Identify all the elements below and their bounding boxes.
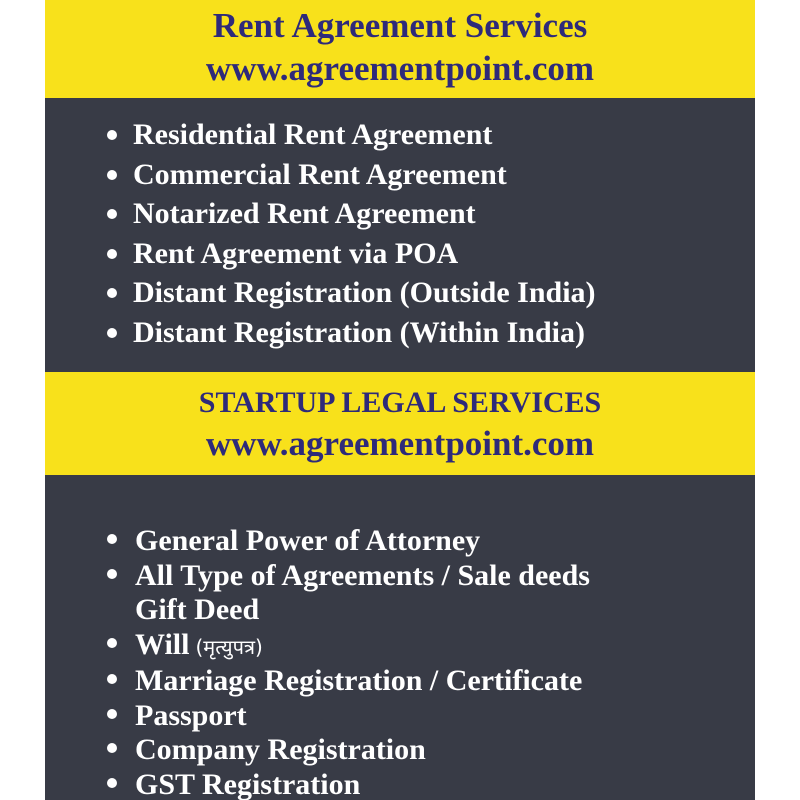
startup-services-header [45,372,755,475]
list-item-label: Company Registration [135,733,426,766]
rent-services-title: Rent Agreement Services [212,6,588,45]
list-item-label: Will [135,627,190,661]
rent-services-panel [45,98,755,372]
list-item-label: Commercial Rent Agreement [133,157,507,191]
list-item-label: Marriage Registration / Certificate [135,664,583,697]
list-item [45,524,755,559]
rent-services-header [45,0,755,98]
rent-services-list [45,115,755,352]
startup-services-website: www.agreementpoint.com [205,423,595,463]
list-item [45,699,755,734]
startup-services-panel [45,475,755,800]
bullet-icon [107,778,117,788]
list-item-note: (मृत्युपत्र) [195,634,263,659]
list-item [45,273,755,313]
list-item-label: Passport [135,698,247,732]
bullet-icon [107,638,117,648]
bullet-icon [107,209,117,219]
list-item-label: All Type of Agreements / Sale deeds [135,558,590,592]
list-item-label: Distant Registration (Within India) [133,315,585,349]
startup-services-list [45,524,755,800]
list-item-label: GST Registration [135,767,361,800]
list-item-label: Notarized Rent Agreement [133,197,476,230]
bullet-icon [107,249,117,259]
bullet-icon [107,328,117,338]
list-item [45,664,755,699]
flyer [45,0,755,800]
bullet-icon [107,674,117,684]
list-item [45,115,755,155]
list-item-label: General Power of Attorney [135,524,481,557]
bullet-icon [107,288,117,298]
list-item-label: Residential Rent Agreement [133,118,493,151]
list-item-label: Distant Registration (Outside India) [133,276,596,309]
bullet-icon [107,534,117,544]
list-item [45,733,755,768]
list-item [45,559,755,628]
bullet-icon [107,130,117,140]
list-item [45,313,755,353]
list-item-label: Rent Agreement via POA [133,236,459,270]
list-item [45,628,755,665]
bullet-icon [107,709,117,719]
list-item-continuation: Gift Deed [135,593,260,626]
bullet-icon [107,170,117,180]
rent-services-website: www.agreementpoint.com [205,49,595,88]
startup-services-title: STARTUP LEGAL SERVICES [198,385,602,419]
bullet-icon [107,569,117,579]
list-item [45,194,755,234]
list-item [45,234,755,274]
bullet-icon [107,743,117,753]
list-item [45,155,755,195]
list-item-line [135,628,755,665]
list-item [45,768,755,800]
